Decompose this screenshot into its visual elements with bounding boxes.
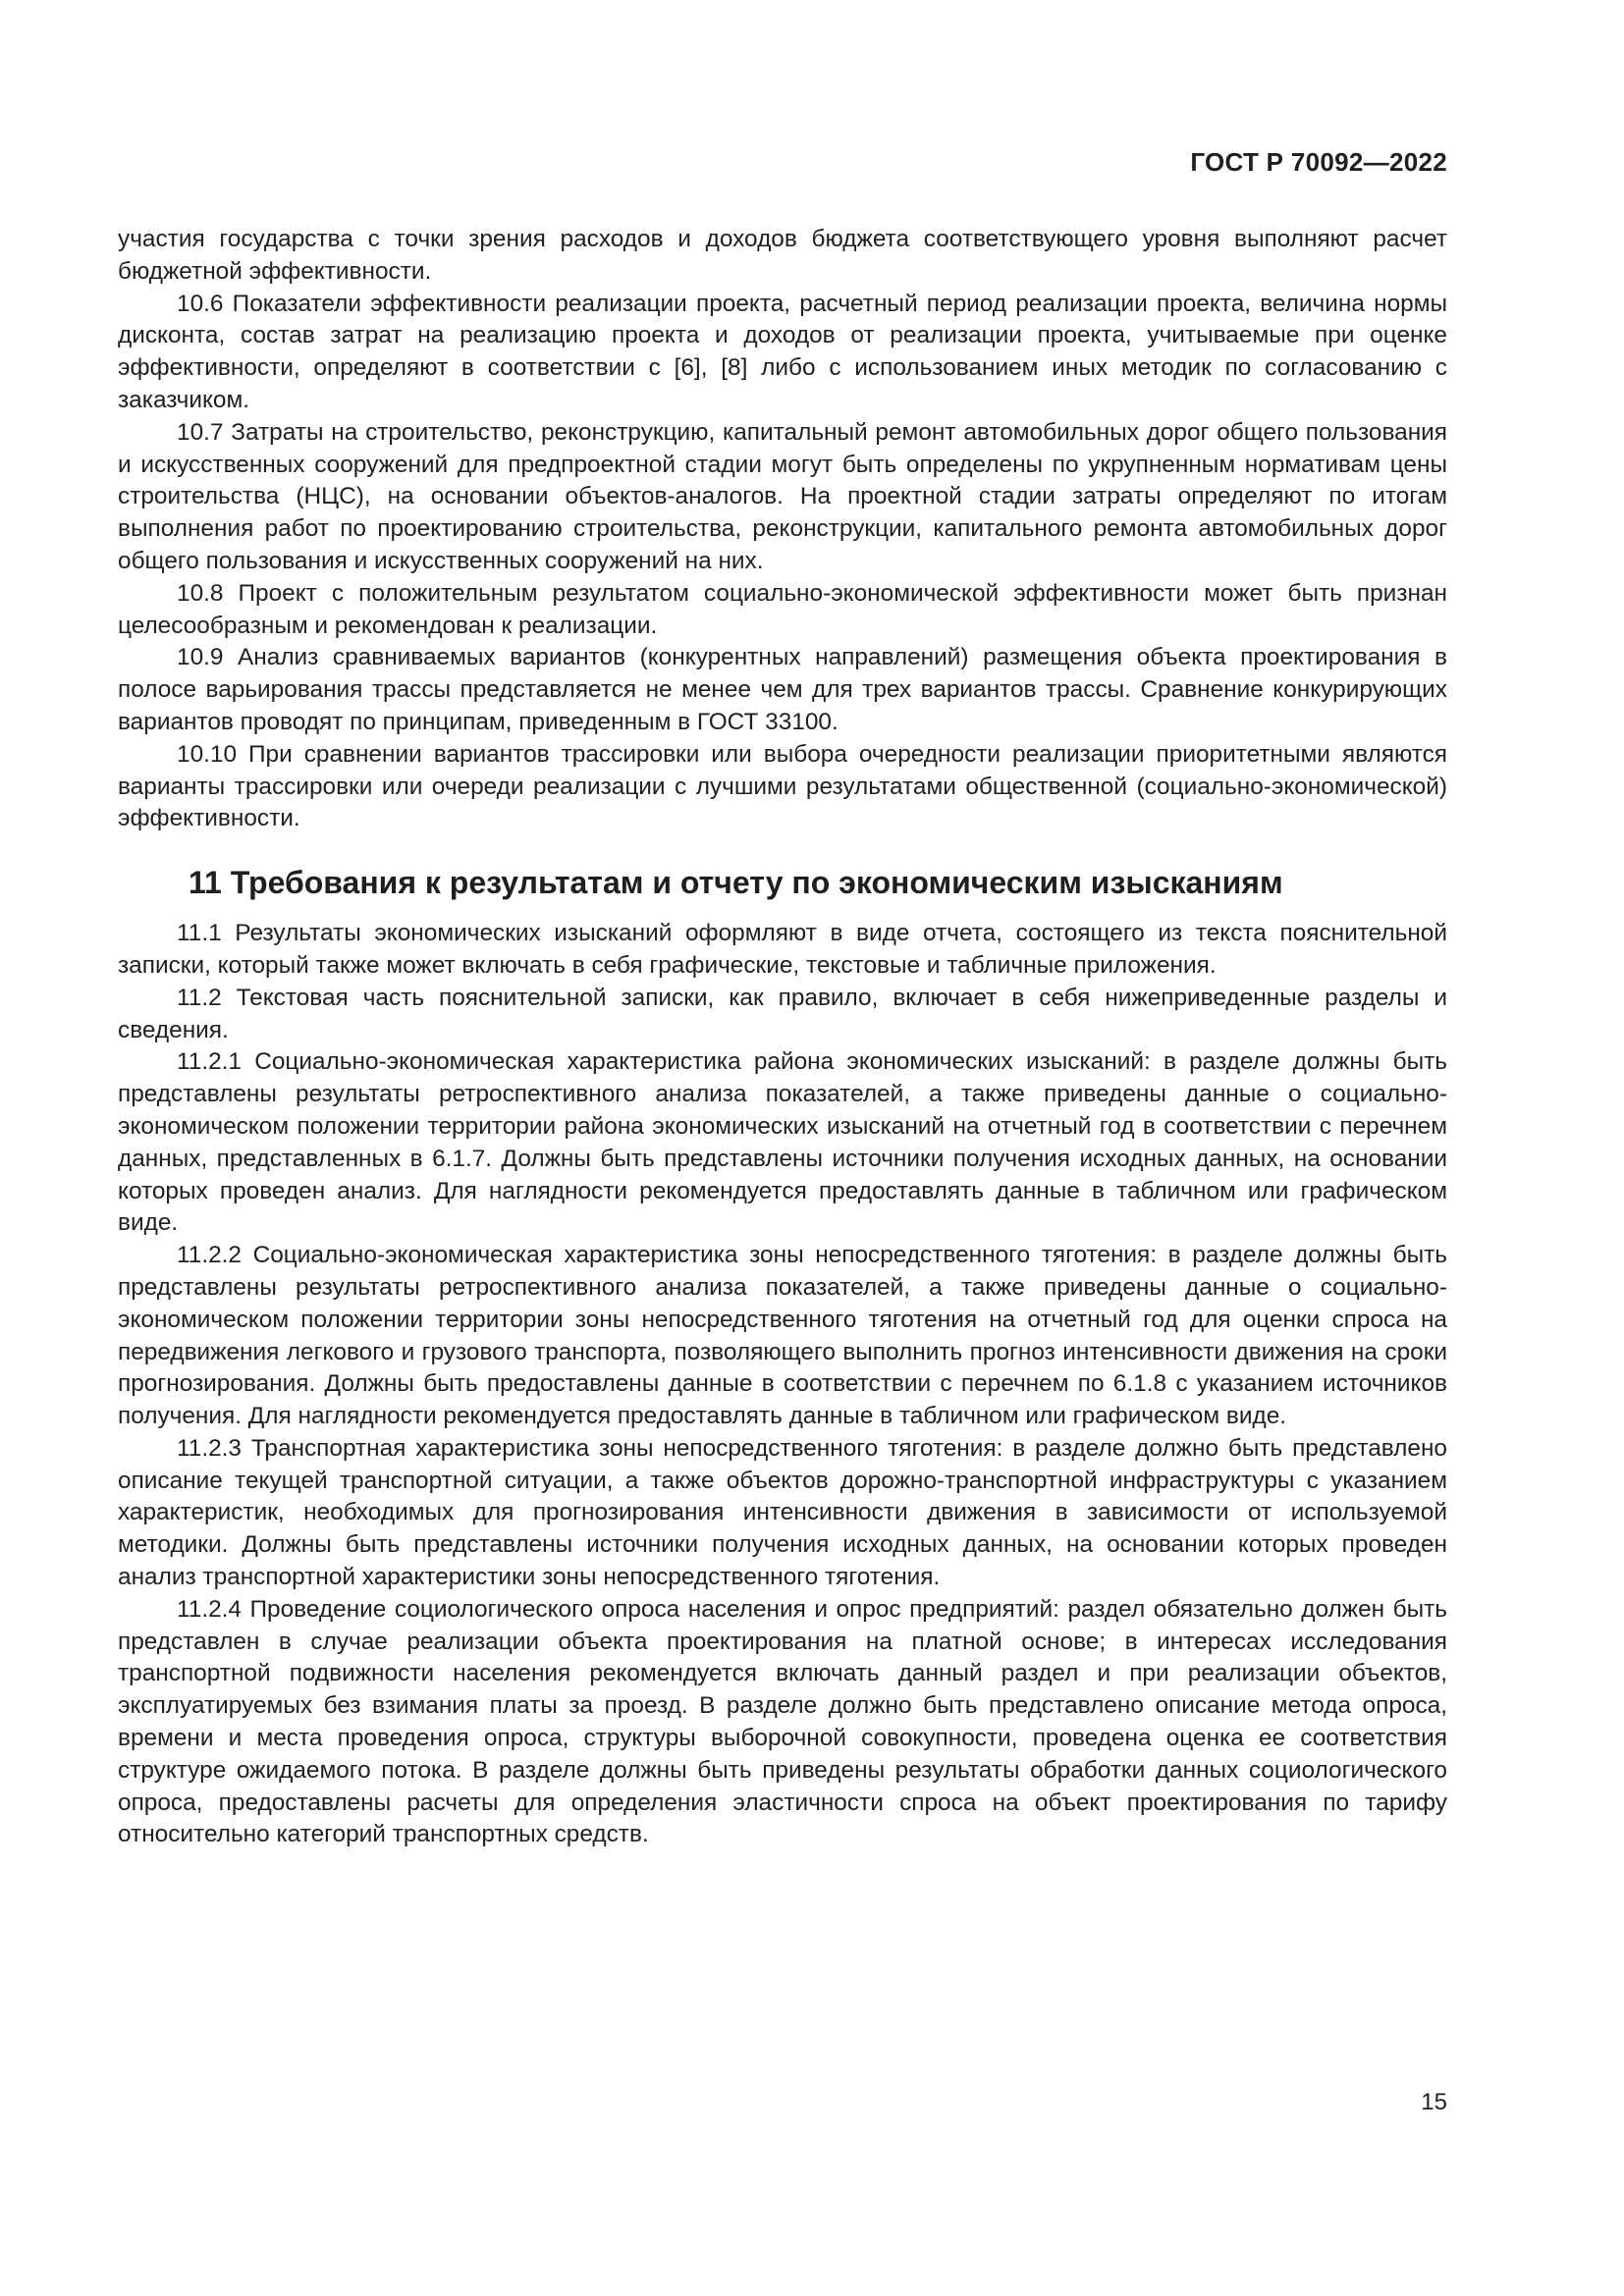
document-page bbox=[118, 0, 1447, 2296]
document-code-header: ГОСТ Р 70092—2022 bbox=[1190, 147, 1447, 177]
paragraph-11-2-1: 11.2.1 Социально-экономическая характеристика района экономических изысканий: в разделе должны быть представлены результаты ретроспективного анализа показателей, а также приведены данные о социально-экономическом положении территории района экономических изысканий на отчетный год в соответствии с перечнем данных, представленных в 6.1.7. Должны быть представлены источники получения исходных данных, на основании которых проведен анализ. Для наглядности рекомендуется предоставлять данные в табличном или графическом виде. bbox=[118, 1048, 1447, 1237]
paragraph-10-9: 10.9 Анализ сравниваемых вариантов (конкурентных направлений) размещения объекта проектирования в полосе варьирования трассы представляется не менее чем для трех вариантов трассы. Сравнение конкурирующих вариантов проводят по принципам, приведенным в ГОСТ 33100. bbox=[118, 644, 1447, 735]
paragraph-10-7: 10.7 Затраты на строительство, реконструкцию, капитальный ремонт автомобильных дорог общего пользования и искусственных сооружений для предпроектной стадии могут быть определены по укрупненным нормативам цены строительства (НЦС), на основании объектов-аналогов. На проектной стадии затраты определяют по итогам выполнения работ по проектированию строительства, реконструкции, капитального ремонта автомобильных дорог общего пользования и искусственных сооружений на них. bbox=[118, 418, 1447, 574]
paragraph-10-6: 10.6 Показатели эффективности реализации проекта, расчетный период реализации проекта, величина нормы дисконта, состав затрат на реализацию проекта и доходов от реализации проекта, учитываемые при оценке эффективности, определяют в соответствии с [6], [8] либо с использованием иных методик по согласованию с заказчиком. bbox=[118, 290, 1447, 413]
paragraph-11-2: 11.2 Текстовая часть пояснительной записки, как правило, включает в себя нижеприведенные разделы и сведения. bbox=[118, 984, 1447, 1043]
paragraph-continuation: участия государства с точки зрения расходов и доходов бюджета соответствующего уровня выполняют расчет бюджетной эффективности. bbox=[118, 226, 1447, 285]
paragraph-11-1: 11.1 Результаты экономических изысканий оформляют в виде отчета, состоящего из текста пояснительной записки, который также может включать в себя графические, текстовые и табличные приложения. bbox=[118, 920, 1447, 979]
paragraph-10-8: 10.8 Проект с положительным результатом социально-экономической эффективности может быть признан целесообразным и рекомендован к реализации. bbox=[118, 579, 1447, 639]
document-body bbox=[118, 224, 1447, 1851]
section-11-heading: 11 Требования к результатам и отчету по экономическим изысканиям bbox=[189, 865, 1283, 901]
page-number: 15 bbox=[1421, 2089, 1447, 2115]
paragraph-10-10: 10.10 При сравнении вариантов трассировки или выбора очередности реализации приоритетными являются варианты трассировки или очереди реализации с лучшими результатами общественной (социально-экономической) эффективности. bbox=[118, 740, 1447, 832]
paragraph-11-2-3: 11.2.3 Транспортная характеристика зоны непосредственного тяготения: в разделе должно быть представлено описание текущей транспортной ситуации, а также объектов дорожно-транспортной инфраструктуры с указанием характеристик, необходимых для прогнозирования интенсивности движения в зависимости от используемой методики. Должны быть представлены источники получения исходных данных, на основании которых проведен анализ транспортной характеристики зоны непосредственного тяготения. bbox=[118, 1434, 1447, 1591]
paragraph-11-2-4: 11.2.4 Проведение социологического опроса населения и опрос предприятий: раздел обязательно должен быть представлен в случае реализации объекта проектирования на платной основе; в интересах исследования транспортной подвижности населения рекомендуется включать данный раздел и при реализации объектов, эксплуатируемых без взимания платы за проезд. В разделе должно быть представлено описание метода опроса, времени и места проведения опроса, структуры выборочной совокупности, проведена оценка ее соответствия структуре ожидаемого потока. В разделе должны быть приведены результаты обработки данных социологического опроса, предоставлены расчеты для определения эластичности спроса на объект проектирования по тарифу относительно категорий транспортных средств. bbox=[118, 1595, 1447, 1848]
paragraph-11-2-2: 11.2.2 Социально-экономическая характеристика зоны непосредственного тяготения: в разделе должны быть представлены результаты ретроспективного анализа показателей, а также приведены данные о социально-экономическом положении территории зоны непосредственного тяготения на отчетный год для оценки спроса на передвижения легкового и грузового транспорта, позволяющего выполнить прогноз интенсивности движения на сроки прогнозирования. Должны быть предоставлены данные в соответствии с перечнем по 6.1.8 с указанием источников получения. Для наглядности рекомендуется предоставлять данные в табличном или графическом виде. bbox=[118, 1242, 1447, 1430]
